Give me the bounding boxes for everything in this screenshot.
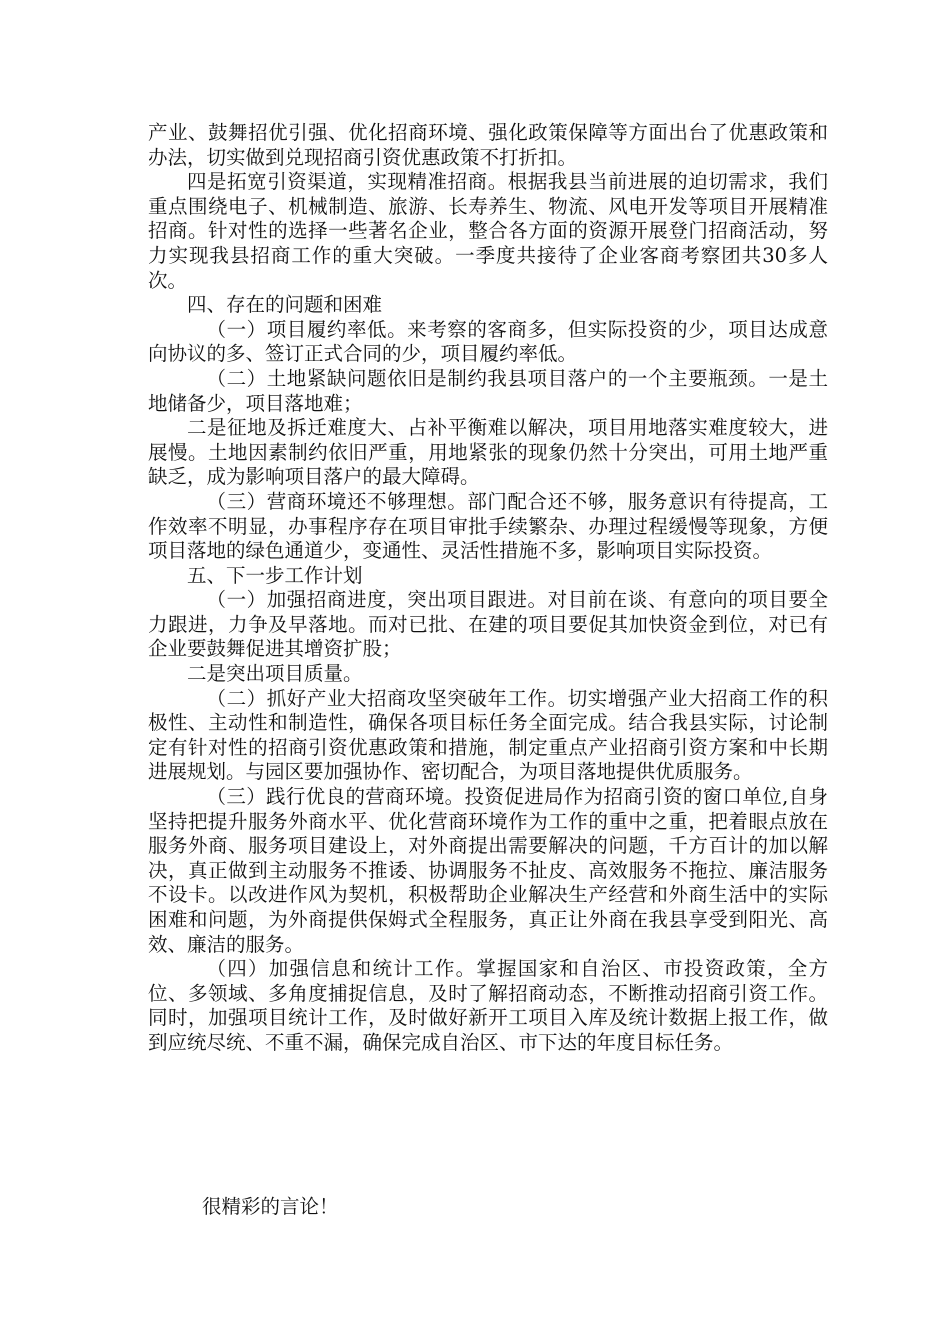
paragraph: （二）土地紧缺问题依旧是制约我县项目落户的一个主要瓶颈。一是土地储备少，项目落地难； [148, 366, 828, 415]
paragraph: （二）抓好产业大招商攻坚突破年工作。切实增强产业大招商工作的积极性、主动性和制造性，确保各项目标任务全面完成。结合我县实际，讨论制定有针对性的招商引资优惠政策和措施，制定重点产业招商引资方案和中长期进展规划。与园区要加强协作、密切配合，为项目落地提供优质服务。 [148, 686, 828, 784]
document-body [148, 121, 828, 1056]
comment-text: 很精彩的言论！ [202, 1195, 339, 1218]
section-heading: 四、存在的问题和困难 [187, 293, 383, 317]
paragraph: （四）加强信息和统计工作。掌握国家和自治区、市投资政策，全方位、多领域、多角度捕捉信息，及时了解招商动态，不断推动招商引资工作。同时，加强项目统计工作，及时做好新开工项目入库及统计数据上报工作，做到应统尽统、不重不漏，确保完成自治区、市下达的年度目标任务。 [148, 957, 828, 1054]
paragraph: 二是突出项目质量。 [187, 662, 363, 686]
section-heading: 五、下一步工作计划 [187, 563, 363, 587]
paragraph: 产业、鼓舞招优引强、优化招商环境、强化政策保障等方面出台了优惠政策和办法，切实做到兑现招商引资优惠政策不打折扣。 [148, 121, 828, 169]
paragraph: （三）践行优良的营商环境。投资促进局作为招商引资的窗口单位,自身坚持把提升服务外商水平、优化营商环境作为工作的重中之重，把着眼点放在服务外商、服务项目建设上，对外商提出需要解决的问题，千方百计的加以解决，真正做到主动服务不推诿、协调服务不扯皮、高效服务不拖拉、廉洁服务不设卡。以改进作风为契机，积极帮助企业解决生产经营和外商生活中的实际困难和问题，为外商提供保姆式全程服务，真正让外商在我县享受到阳光、高效、廉洁的服务。 [148, 785, 828, 956]
paragraph: （一）加强招商进度，突出项目跟进。对目前在谈、有意向的项目要全力跟进，力争及早落地。而对已批、在建的项目要促其加快资金到位，对已有企业要鼓舞促进其增资扩股； [148, 588, 828, 661]
paragraph: （一）项目履约率低。来考察的客商多，但实际投资的少，项目达成意向协议的多、签订正式合同的少，项目履约率低。 [148, 317, 828, 366]
paragraph: 四是拓宽引资渠道，实现精准招商。根据我县当前进展的迫切需求，我们重点围绕电子、机械制造、旅游、长寿养生、物流、风电开发等项目开展精准招商。针对性的选择一些著名企业，整合各方面的资源开展登门招商活动，努力实现我县招商工作的重大突破。一季度共接待了企业客商考察团共30多人次。 [148, 170, 828, 292]
paragraph: 二是征地及拆迁难度大、占补平衡难以解决，项目用地落实难度较大，进展慢。土地因素制约依旧严重，用地紧张的现象仍然十分突出，可用土地严重缺乏，成为影响项目落户的最大障碍。 [148, 416, 828, 489]
paragraph: （三）营商环境还不够理想。部门配合还不够，服务意识有待提高，工作效率不明显，办事程序存在项目审批手续繁杂、办理过程缓慢等现象，方便项目落地的绿色通道少，变通性、灵活性措施不多，影响项目实际投资。 [148, 489, 828, 563]
